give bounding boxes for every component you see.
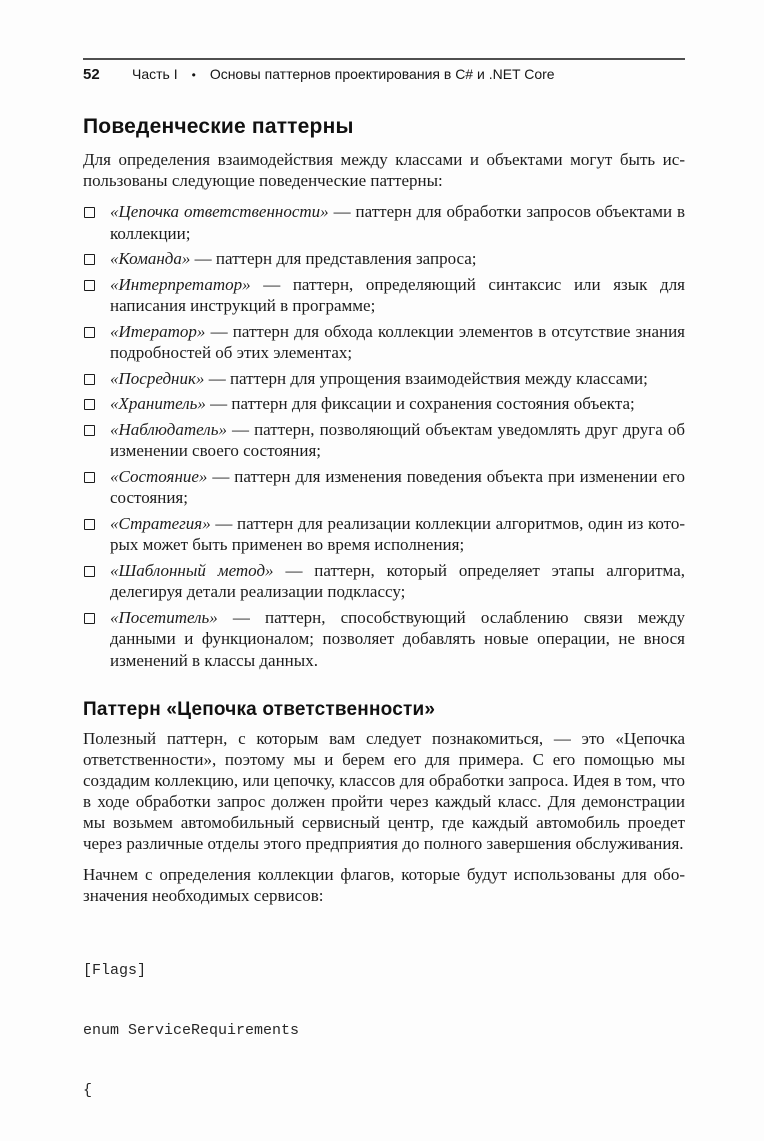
list-item: [83, 321, 685, 364]
list-item: [83, 393, 685, 415]
list-item: [83, 274, 685, 317]
pattern-description: — паттерн, способствующий ослаблению связи между данными и функционалом; позволяет добавлять новые операции, не внося изменений в классы данных.: [110, 607, 686, 670]
code-block: [83, 921, 685, 1141]
list-item: [83, 513, 685, 556]
pattern-description: — паттерн для обхода коллекции элементов в отсутствие знания подробностей об этих элементах;: [110, 321, 685, 362]
square-bullet-icon: [84, 254, 95, 265]
book-page: [83, 58, 685, 1141]
square-bullet-icon: [84, 472, 95, 483]
part-label: Часть I: [132, 66, 178, 82]
patterns-list: [83, 201, 685, 671]
list-item: [83, 248, 685, 270]
square-bullet-icon: [84, 327, 95, 338]
pattern-description: — паттерн для изменения поведения объекта при изменении его состояния;: [110, 466, 685, 507]
separator-dot-icon: •: [191, 68, 196, 82]
square-bullet-icon: [84, 566, 95, 577]
square-bullet-icon: [84, 280, 95, 291]
section-heading: Поведенческие паттерны: [83, 115, 354, 138]
pattern-name: «Стратегия»: [110, 513, 211, 533]
pattern-name: «Наблюдатель»: [110, 419, 227, 439]
list-item: [83, 466, 685, 509]
intro-paragraph: Для определения взаимодействия между классами и объектами могут быть использованы следующие поведенческие паттерны:: [83, 150, 685, 190]
subsection-heading: Паттерн «Цепочка ответственности»: [83, 699, 436, 720]
pattern-name: «Посетитель»: [110, 607, 218, 627]
square-bullet-icon: [84, 519, 95, 530]
pattern-description: — паттерн для обработки запросов объектами в коллекции;: [110, 202, 685, 243]
square-bullet-icon: [84, 374, 95, 385]
pattern-name: «Интерпретатор»: [110, 274, 251, 294]
pattern-name: «Итератор»: [110, 321, 206, 341]
code-line: enum ServiceRequirements: [83, 1022, 300, 1039]
body-paragraph: Начнем с определения коллекции флагов, которые будут использованы для обозначения необходимых сервисов:: [83, 865, 685, 905]
pattern-description: — паттерн, позволяющий объектам уведомлять друг друга об изменении своего состояния;: [110, 419, 685, 460]
pattern-description: — паттерн для фиксации и сохранения состояния объекта;: [210, 394, 635, 413]
list-item: [83, 368, 685, 390]
pattern-name: «Посредник»: [110, 368, 205, 388]
body-paragraph: Полезный паттерн, с которым вам следует познакомиться, — это «Цепочка ответственности», поэтому мы и берем его для примера. С его помощью мы создадим коллекцию, или цепочку, классов для обработки запроса. Идея в том, что в ходе обработки запрос должен пройти через каждый класс. Для демонстрации мы возьмем автомобильный сервисный центр, где каждый автомобиль проедет через различные отделы этого предприятия до полного завершения обслуживания.: [83, 729, 685, 853]
book-section-title: Основы паттернов проектирования в C# и .NET Core: [209, 66, 555, 82]
square-bullet-icon: [84, 207, 95, 218]
pattern-name: «Состояние»: [110, 466, 208, 486]
pattern-description: — паттерн для представления запроса;: [194, 249, 477, 268]
pattern-name: «Команда»: [110, 249, 191, 268]
list-item: [83, 607, 685, 672]
pattern-description: — паттерн для упрощения взаимодействия между классами;: [208, 368, 648, 388]
square-bullet-icon: [84, 399, 95, 410]
square-bullet-icon: [84, 425, 95, 436]
page-number: 52: [83, 66, 100, 83]
code-line: {: [83, 1082, 93, 1099]
list-item: [83, 419, 685, 462]
pattern-name: «Шаблонный метод»: [110, 560, 274, 580]
pattern-description: — паттерн, определяющий синтаксис или язык для написания инструкций в программе;: [110, 274, 686, 315]
pattern-name: «Хранитель»: [110, 394, 206, 413]
pattern-description: — паттерн, который определяет этапы алгоритма, делегируя детали реализации подклассу;: [110, 560, 685, 601]
square-bullet-icon: [84, 613, 95, 624]
list-item: [83, 560, 685, 603]
running-head: [83, 58, 685, 84]
code-line: [Flags]: [83, 962, 147, 979]
pattern-description: — паттерн для реализации коллекции алгоритмов, один из которых может быть применен во время исполнения;: [110, 513, 686, 554]
list-item: [83, 201, 685, 244]
pattern-name: «Цепочка ответственности»: [110, 202, 329, 221]
